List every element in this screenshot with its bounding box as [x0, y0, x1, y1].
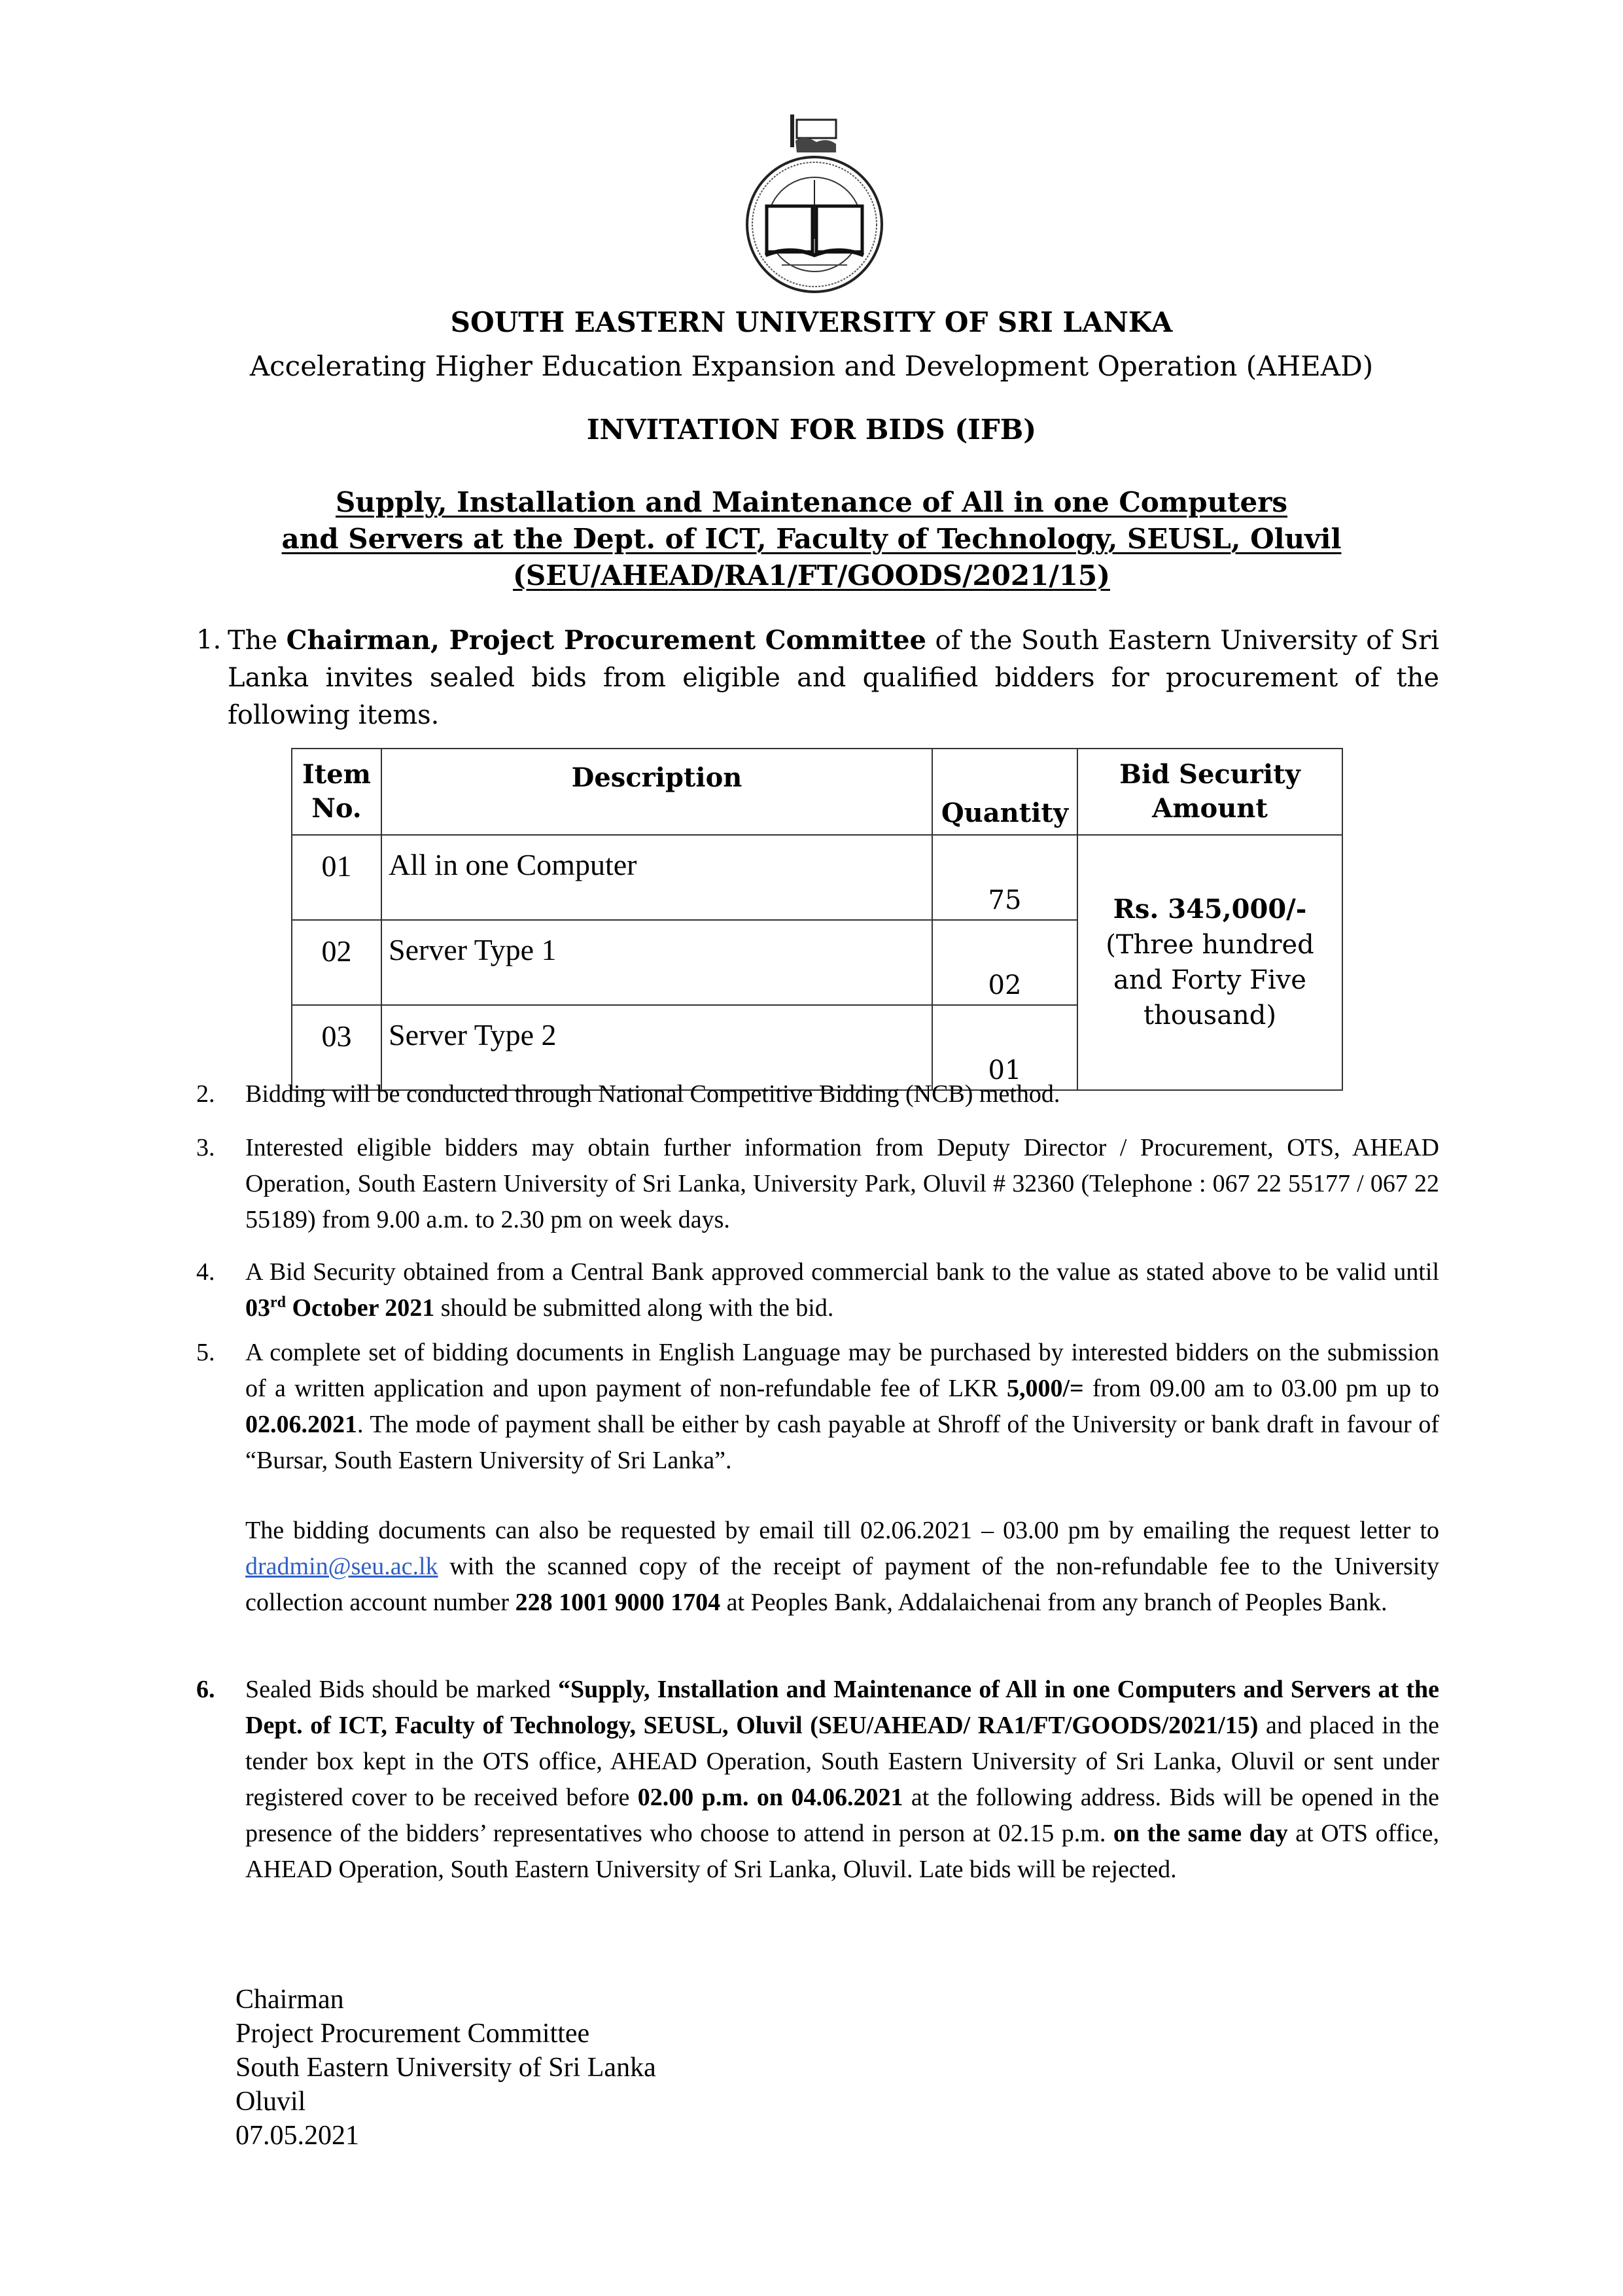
submission-deadline: 02.00 p.m. on 04.06.2021: [637, 1784, 903, 1811]
table-row: 03 Server Type 2 01: [292, 1005, 1342, 1090]
clause-3: 3. Interested eligible bidders may obtain further information from Deputy Director / Procurement, OTS, AHEAD Operation, South Eastern University of Sri Lanka, University Park, Oluvil # 32360 (Telephone : 067 22 55177 / 067 22 55189) from 9.00 a.m. to 2.30 pm on week days.: [196, 1134, 1439, 1233]
clause-6: 6. Sealed Bids should be marked “Supply, Installation and Maintenance of All in one Computers and Servers at the Dept. of ICT, Faculty of Technology, SEUSL, Oluvil (SEU/AHEAD/ RA1/FT/GOODS/2021/15) and placed in the tender box kept in the OTS office, AHEAD Operation, South Eastern University of Sri Lanka, Oluvil or sent under registered cover to be received before 02.00 p.m. on 04.06.2021 at the following address. Bids will be opened in the presence of the bidders’ representatives who choose to attend in person at 02.15 p.m. on the same day at OTS office, AHEAD Operation, South Eastern University of Sri Lanka, Oluvil. Late bids will be rejected.: [196, 1676, 1440, 1883]
tender-title: [0, 484, 1623, 594]
header-bid-security: Bid Security Amount: [1077, 749, 1342, 835]
table-row: 01 All in one Computer 75 Rs. 345,000/- (Three hundred and Forty Five thousand): [292, 835, 1342, 920]
document-fee: 5,000/=: [1007, 1375, 1084, 1402]
project-name: Accelerating Higher Education Expansion and Development Operation (AHEAD): [249, 350, 1374, 382]
clause-2: 2. Bidding will be conducted through National Competitive Bidding (NCB) method.: [196, 1080, 1060, 1108]
items-table: [291, 748, 1343, 1091]
clause-1: 1. The Chairman, Project Procurement Committee of the South Eastern University of Sri Lanka invites sealed bids from eligible and qualified bidders for procurement of the following items.: [196, 622, 1439, 734]
signatory-committee: Project Procurement Committee: [236, 2019, 590, 2049]
validity-date: 03rd October 2021: [245, 1294, 435, 1322]
university-crest-icon: [739, 108, 890, 301]
signatory-institution: South Eastern University of Sri Lanka: [236, 2053, 656, 2083]
procuring-entity: Chairman, Project Procurement Committee: [286, 625, 926, 656]
clause-5: 5. A complete set of bidding documents in English Language may be purchased by interested bidders on the submission of a written application and upon payment of non-refundable fee of LKR 5,000/= from 09.00 am to 03.00 pm up to 02.06.2021. The mode of payment shall be either by cash payable at Shroff of the University or bank draft in favour of “Bursar, South Eastern University of Sri Lanka”. The bidding documents can also be requested by email till 02.06.2021 – 03.00 pm by emailing the request letter to dradmin@seu.ac.lk with the scanned copy of the receipt of payment of the non-refundable fee to the University collection account number 228 1001 9000 1704 at Peoples Bank, Addalaichenai from any branch of Peoples Bank.: [196, 1339, 1440, 1616]
bid-security-cell: [1077, 835, 1342, 1090]
account-number: 228 1001 9000 1704: [515, 1589, 721, 1616]
bid-marking-title: “Supply, Installation and Maintenance of All in one Computers and Servers at the Dept. of ICT, Faculty of Technology, SEUSL, Oluvil (SEU/AHEAD/ RA1/FT/GOODS/2021/15): [245, 1676, 1439, 1739]
clause-number: 1.: [196, 625, 222, 655]
notice-date: 07.05.2021: [236, 2121, 359, 2151]
tender-reference: (SEU/AHEAD/RA1/FT/GOODS/2021/15): [513, 559, 1110, 592]
notice-type: INVITATION FOR BIDS (IFB): [586, 414, 1037, 446]
clause-4: 4. A Bid Security obtained from a Central Bank approved commercial bank to the value as stated above to be valid until 03rd October 2021 should be submitted along with the bid.: [196, 1258, 1439, 1322]
header-item-no: Item No.: [292, 749, 381, 835]
signatory-location: Oluvil: [236, 2087, 306, 2117]
signatory-title: Chairman: [236, 1985, 344, 2015]
email-link[interactable]: dradmin@seu.ac.lk: [245, 1553, 438, 1580]
header-description: Description: [381, 749, 932, 835]
bid-security-words: (Three hundred and Forty Five thousand): [1106, 930, 1314, 1031]
table-row: 02 Server Type 1 02: [292, 920, 1342, 1005]
bid-security-amount: Rs. 345,000/-: [1113, 894, 1307, 925]
purchase-deadline: 02.06.2021: [245, 1411, 357, 1438]
header-quantity: Quantity: [932, 749, 1077, 835]
signature-block: [236, 1983, 656, 2153]
tender-title-line1: Supply, Installation and Maintenance of All in one Computers: [335, 486, 1288, 518]
tender-title-line2: and Servers at the Dept. of ICT, Faculty of Technology, SEUSL, Oluvil: [281, 523, 1342, 555]
table-header-row: [292, 749, 1342, 835]
university-name: SOUTH EASTERN UNIVERSITY OF SRI LANKA: [450, 306, 1173, 338]
